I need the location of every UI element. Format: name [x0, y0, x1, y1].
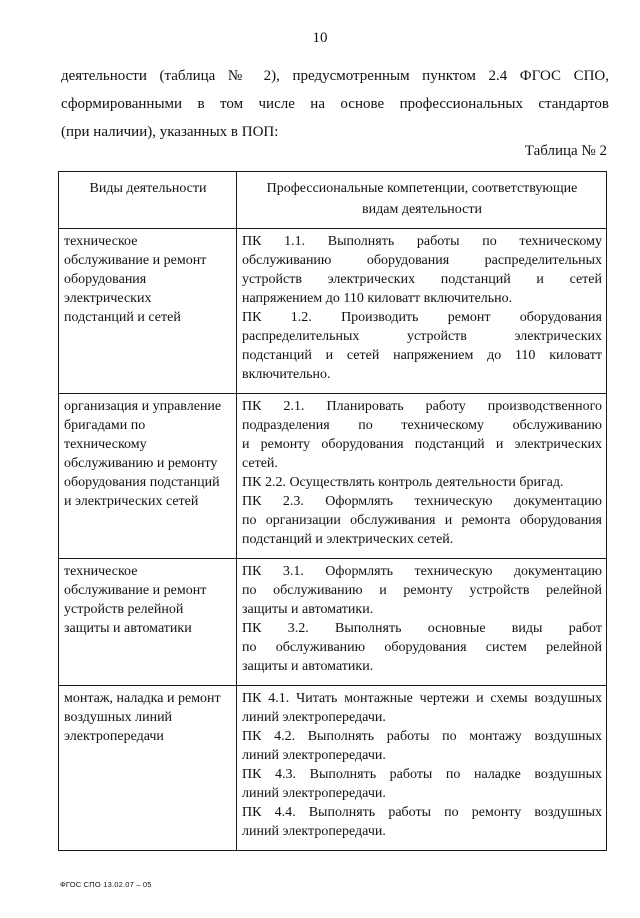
competency-cell: [237, 394, 607, 559]
competency-cell: [237, 229, 607, 394]
activity-cell: [59, 229, 237, 394]
cell-spacer: [242, 841, 602, 847]
activity-line: обслуживанию и ремонту: [64, 456, 218, 471]
header-activity: [59, 172, 237, 229]
competency-line: ПК 1.2. Производить ремонт оборудования: [242, 310, 602, 325]
competency-line: устройств электрических подстанций и сетей: [242, 272, 602, 287]
activity-line: обслуживание и ремонт: [64, 253, 207, 268]
competency-line: по организации обслуживания и ремонта оборудования: [242, 513, 602, 528]
activity-line: оборудования подстанций: [64, 475, 220, 490]
activity-line: электрических: [64, 291, 152, 306]
activity-cell: [59, 559, 237, 686]
activity-line: электропередачи: [64, 729, 164, 744]
competency-line: включительно.: [242, 367, 331, 382]
competency-line: ПК 2.2. Осуществлять контроль деятельности бригад.: [242, 475, 564, 490]
table-row: [59, 394, 607, 559]
competency-table: [58, 171, 607, 851]
activity-line: техническое: [64, 564, 138, 579]
activity-cell: [59, 686, 237, 851]
activity-line: монтаж, наладка и ремонт: [64, 691, 221, 706]
competency-line: защиты и автоматики.: [242, 602, 374, 617]
header-competencies-line: Профессиональные компетенции, соответствующие: [266, 181, 578, 196]
intro-line: сформированными в том числе на основе профессиональных стандартов: [61, 96, 609, 112]
table-row: [59, 229, 607, 394]
competency-line: ПК 2.3. Оформлять техническую документацию: [242, 494, 602, 509]
activity-line: и электрических сетей: [64, 494, 199, 509]
cell-spacer: [242, 676, 602, 682]
header-competencies: [237, 172, 607, 229]
intro-paragraph: [61, 62, 609, 146]
competency-line: и ремонту оборудования подстанций и электрических: [242, 437, 602, 452]
cell-spacer: [242, 549, 602, 555]
intro-line: (при наличии), указанных в ПОП:: [61, 124, 279, 140]
competency-line: линий электропередачи.: [242, 824, 386, 839]
competency-line: подразделения по техническому обслуживанию: [242, 418, 602, 433]
competency-line: ПК 1.1. Выполнять работы по техническому: [242, 234, 602, 249]
cell-spacer: [242, 384, 602, 390]
competency-line: распределительных устройств электрических: [242, 329, 602, 344]
competency-line: ПК 4.4. Выполнять работы по ремонту воздушных: [242, 805, 602, 820]
footer-code: ФГОС СПО 13.02.07 – 05: [60, 880, 152, 889]
intro-line: деятельности (таблица № 2), предусмотренным пунктом 2.4 ФГОС СПО,: [61, 68, 609, 84]
activity-line: устройств релейной: [64, 602, 184, 617]
header-activity-label: Виды деятельности: [89, 181, 207, 196]
competency-line: ПК 3.1. Оформлять техническую документацию: [242, 564, 602, 579]
competency-cell: [237, 686, 607, 851]
competency-line: ПК 4.3. Выполнять работы по наладке воздушных: [242, 767, 602, 782]
page-number: 10: [312, 30, 328, 46]
competency-line: сетей.: [242, 456, 278, 471]
table-header-row: [59, 172, 607, 229]
table-row: [59, 686, 607, 851]
activity-line: техническому: [64, 437, 147, 452]
activity-line: обслуживание и ремонт: [64, 583, 207, 598]
competency-line: ПК 3.2. Выполнять основные виды работ: [242, 621, 602, 636]
competency-line: ПК 2.1. Планировать работу производственного: [242, 399, 602, 414]
competency-line: защиты и автоматики.: [242, 659, 374, 674]
activity-line: техническое: [64, 234, 138, 249]
table-caption: Таблица № 2: [524, 143, 607, 159]
activity-line: организация и управление: [64, 399, 222, 414]
activity-cell: [59, 394, 237, 559]
competency-line: по обслуживанию оборудования систем релейной: [242, 640, 602, 655]
competency-line: линий электропередачи.: [242, 786, 386, 801]
activity-line: воздушных линий: [64, 710, 173, 725]
header-competencies-line: видам деятельности: [362, 202, 482, 217]
competency-cell: [237, 559, 607, 686]
activity-line: защиты и автоматики: [64, 621, 192, 636]
competency-line: подстанций и сетей напряжением до 110 киловатт: [242, 348, 602, 363]
table-row: [59, 559, 607, 686]
activity-line: подстанций и сетей: [64, 310, 181, 325]
competency-line: обслуживанию оборудования распределительных: [242, 253, 602, 268]
competency-line: ПК 4.2. Выполнять работы по монтажу воздушных: [242, 729, 602, 744]
activity-line: бригадами по: [64, 418, 146, 433]
activity-line: оборудования: [64, 272, 147, 287]
competency-line: линий электропередачи.: [242, 748, 386, 763]
competency-line: подстанций и электрических сетей.: [242, 532, 454, 547]
competency-line: напряжением до 110 киловатт включительно.: [242, 291, 513, 306]
competency-line: ПК 4.1. Читать монтажные чертежи и схемы воздушных: [242, 691, 602, 706]
competency-line: по обслуживанию и ремонту устройств релейной: [242, 583, 602, 598]
competency-line: линий электропередачи.: [242, 710, 386, 725]
